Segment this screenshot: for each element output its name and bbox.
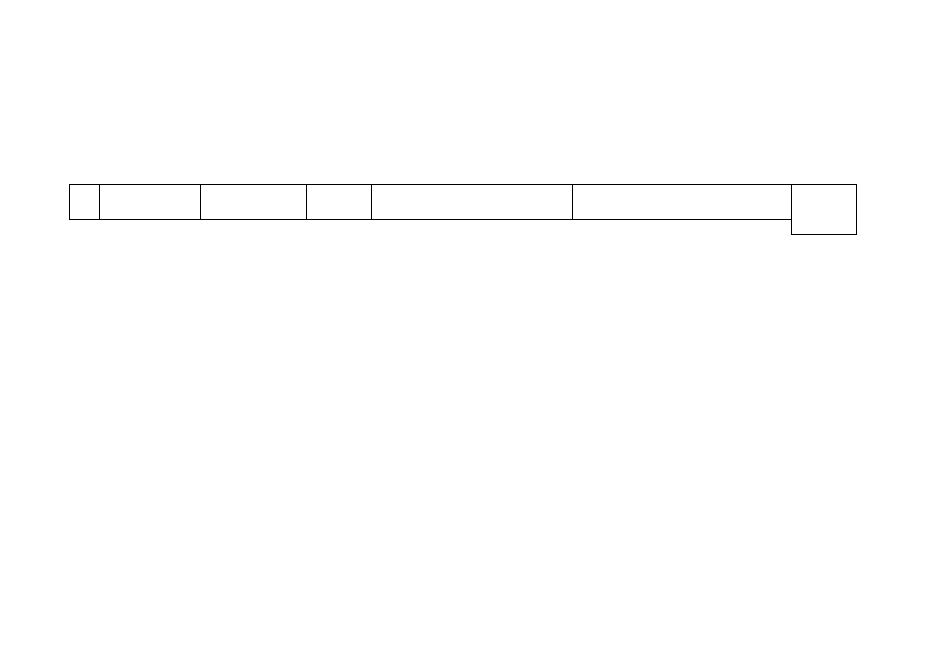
data-table [75, 219, 859, 539]
header-owner [306, 184, 372, 220]
header-land [371, 184, 573, 220]
header-seq [69, 184, 100, 220]
table-gridlines [75, 219, 859, 539]
header-mileage [99, 184, 201, 220]
header-station [200, 184, 307, 220]
header-demolish [572, 184, 792, 220]
